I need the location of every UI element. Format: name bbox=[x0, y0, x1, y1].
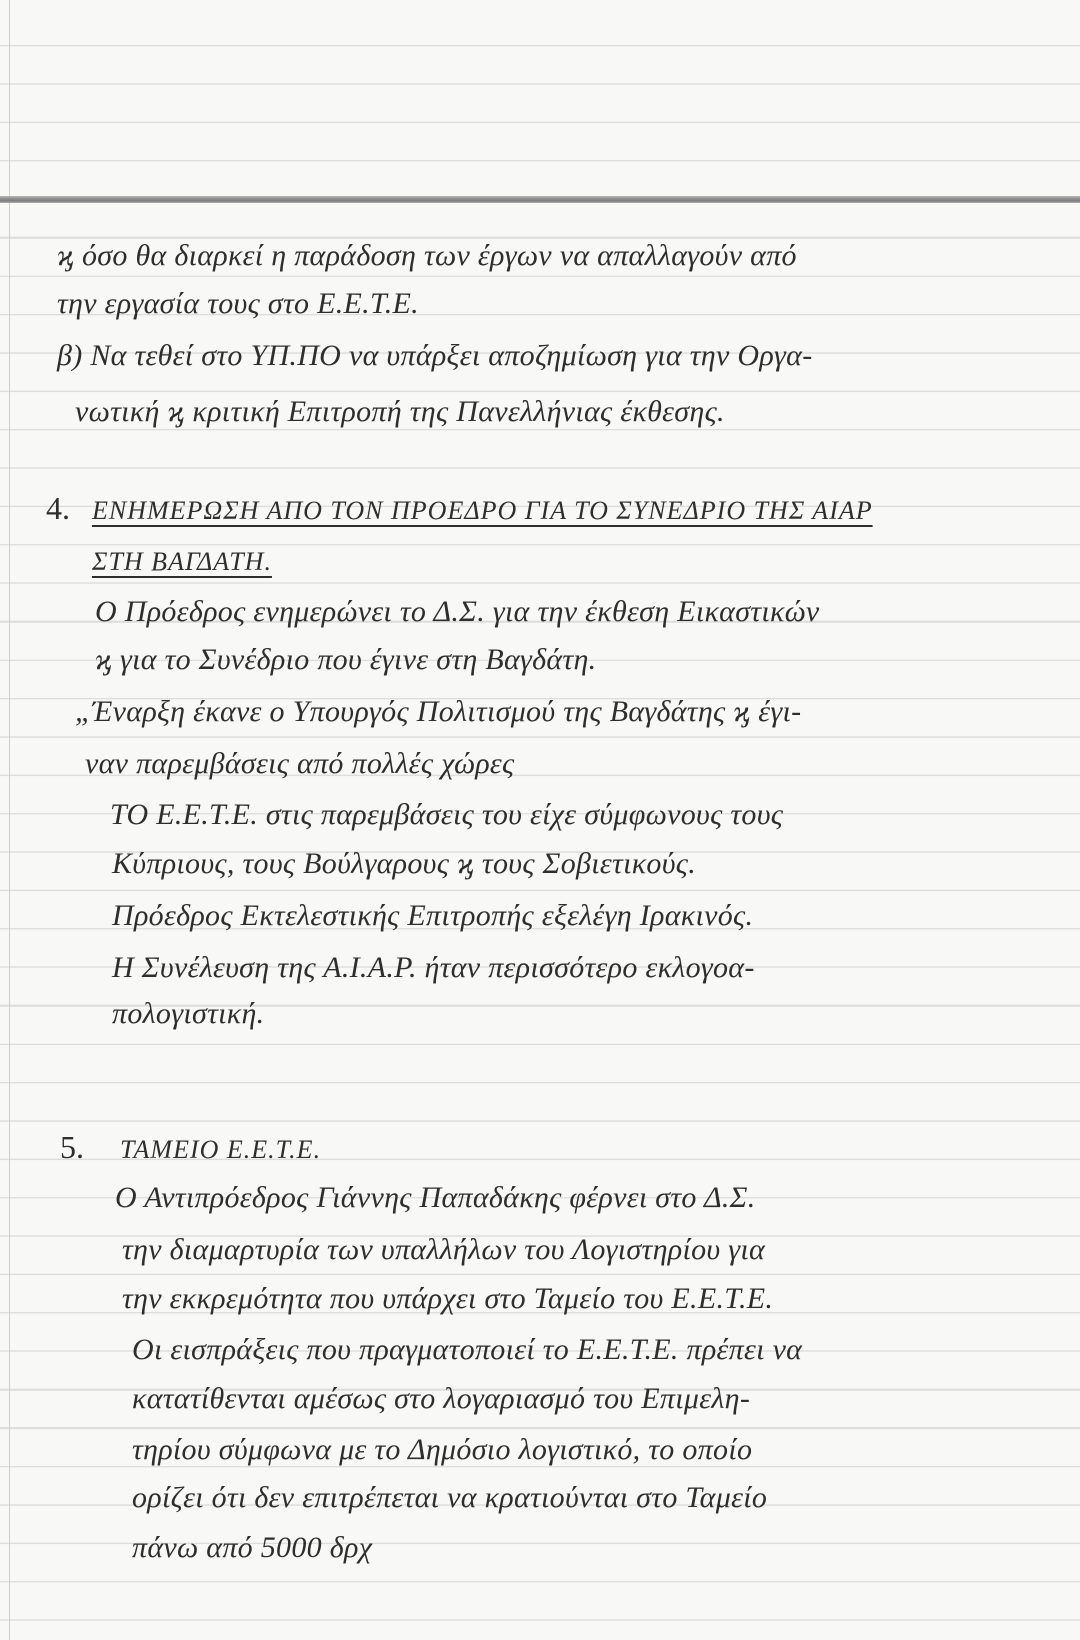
section-4-line: ΤΟ Ε.Ε.Τ.Ε. στις παρεμβάσεις του είχε σύμφωνους τους bbox=[110, 798, 784, 831]
section-4-line: Ο Πρόεδρος ενημερώνει το Δ.Σ. για την έκθεση Εικαστικών bbox=[95, 595, 820, 628]
section-4-heading: ΕΝΗΜΕΡΩΣΗ ΑΠΟ ΤΟΝ ΠΡΟΕΔΡΟ ΓΙΑ ΤΟ ΣΥΝΕΔΡΙΟ ΤΗΣ ΑΙΑΡ bbox=[92, 496, 873, 525]
section-5-line: τηρίου σύμφωνα με το Δημόσιο λογιστικό, το οποίο bbox=[132, 1433, 753, 1466]
section-5-heading: ΤΑΜΕΙΟ Ε.Ε.Τ.Ε. bbox=[120, 1135, 322, 1164]
section-4-line: Πρόεδρος Εκτελεστικής Επιτροπής εξελέγη Ιρακινός. bbox=[112, 899, 754, 932]
page-edge bbox=[9, 0, 10, 1640]
continuation-line: ϗ όσο θα διαρκεί η παράδοση των έργων να απαλλαγούν από bbox=[57, 239, 797, 272]
section-4-line: „Έναρξη έκανε ο Υπουργός Πολιτισμού της Βαγδάτης ϗ έγι- bbox=[75, 695, 802, 728]
section-5-line: Οι εισπράξεις που πραγματοποιεί το Ε.Ε.Τ.Ε. πρέπει να bbox=[132, 1333, 803, 1366]
section-5-line: την εκκρεμότητα που υπάρχει στο Ταμείο του Ε.Ε.Τ.Ε. bbox=[122, 1282, 774, 1315]
continuation-line: την εργασία τους στο Ε.Ε.Τ.Ε. bbox=[57, 287, 419, 320]
section-4-line: πολογιστική. bbox=[112, 997, 265, 1030]
section-5-number: 5. bbox=[60, 1129, 84, 1165]
section-4-heading: ΣΤΗ ΒΑΓΔΑΤΗ. bbox=[92, 547, 272, 576]
top-rule bbox=[0, 196, 1080, 203]
section-4-line: Κύπριους, τους Βούλγαρους ϗ τους Σοβιετικούς. bbox=[112, 847, 697, 880]
section-5-line: ορίζει ότι δεν επιτρέπεται να κρατιούνται στο Ταμείο bbox=[132, 1481, 768, 1514]
section-4-line: ϗ για το Συνέδριο που έγινε στη Βαγδάτη. bbox=[95, 643, 597, 676]
section-4-number: 4. bbox=[46, 490, 70, 526]
section-5-line: την διαμαρτυρία των υπαλλήλων του Λογιστηρίου για bbox=[122, 1233, 766, 1266]
continuation-line: νωτική ϗ κριτική Επιτροπή της Πανελλήνιας έκθεσης. bbox=[75, 395, 725, 428]
continuation-line: β) Να τεθεί στο ΥΠ.ΠΟ να υπάρξει αποζημίωση για την Οργα- bbox=[57, 339, 813, 372]
section-5-line: Ο Αντιπρόεδρος Γιάννης Παπαδάκης φέρνει στο Δ.Σ. bbox=[115, 1181, 756, 1214]
section-4-line: ναν παρεμβάσεις από πολλές χώρες bbox=[85, 747, 515, 780]
section-5-line: πάνω από 5000 δρχ bbox=[132, 1531, 373, 1564]
section-5-line: κατατίθενται αμέσως στο λογαριασμό του Επιμελη- bbox=[132, 1382, 751, 1415]
section-4-line: Η Συνέλευση της Α.Ι.Α.Ρ. ήταν περισσότερο εκλογοα- bbox=[112, 951, 755, 984]
